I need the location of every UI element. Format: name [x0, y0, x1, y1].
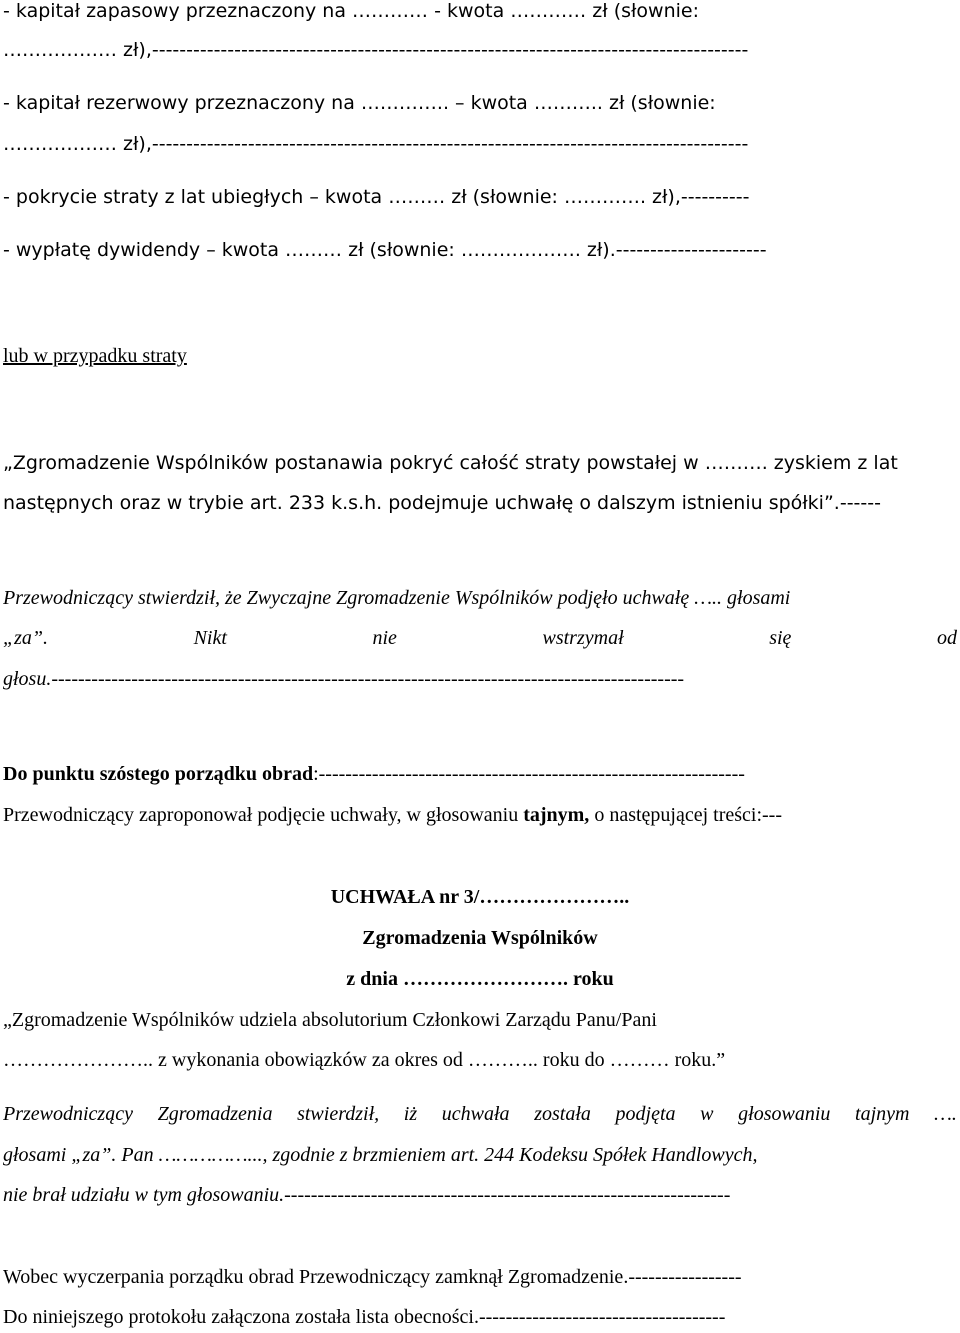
resolution-date: z dnia ……………………. roku — [346, 968, 614, 990]
resolution-loss-line-2: następnych oraz w trybie art. 233 k.s.h. podejmuje uchwałę o dalszym istnieniu spółki”.------ — [3, 492, 881, 514]
secret-vote-label: tajnym, — [523, 804, 590, 826]
reserve-capital-line: - kapitał zapasowy przeznaczony na ………… - kwota ………… zł (słownie: — [3, 0, 700, 22]
vote-word: się — [769, 627, 792, 649]
vote-word: nie — [372, 627, 397, 649]
secret-vote-statement-line-2: głosami „za”. Pan ……………..., zgodnie z brzmieniem art. 244 Kodeksu Spółek Handlowych, — [3, 1144, 758, 1166]
loss-coverage-line: - pokrycie straty z lat ubiegłych – kwota ……… zł (słownie: …………. zł),---------- — [3, 186, 750, 208]
vote-statement-line-3: głosu.----------------------------------------------------------------------------------------------- — [3, 668, 685, 690]
absolutorium-line-1: „Zgromadzenie Wspólników udziela absolutorium Członkowi Zarządu Panu/Pani — [3, 1009, 657, 1031]
vote-word: od — [936, 627, 957, 649]
vote-word: Nikt — [193, 627, 227, 649]
point-six-label: Do punktu szóstego porządku obrad — [3, 763, 314, 785]
vote-statement-line-2 — [3, 625, 957, 651]
vote-word: „za”. — [3, 627, 49, 649]
meeting-closed-line: Wobec wyczerpania porządku obrad Przewodniczący zamknął Zgromadzenie.----------------- — [3, 1266, 742, 1288]
secret-vote-statement-line-1: Przewodniczący Zgromadzenia stwierdził, iż uchwała została podjęta w głosowaniu tajnym …. — [3, 1103, 957, 1125]
secret-vote-statement-line-3: nie brał udziału w tym głosowaniu.------------------------------------------------------------------- — [3, 1184, 731, 1206]
reserve-capital-words-line: ……………… zł),--------------------------------------------------------------------------------------- — [3, 39, 749, 61]
reserve-fund-words-line: ……………… zł),--------------------------------------------------------------------------------------- — [3, 133, 749, 155]
attendance-list-line: Do niniejszego protokołu załączona została lista obecności.------------------------------------- — [3, 1306, 726, 1328]
chairman-proposal-line: Przewodniczący zaproponował podjęcie uchwały, w głosowaniu tajnym, o następującej treści:--- — [3, 804, 782, 826]
loss-case-heading: lub w przypadku straty — [3, 345, 187, 367]
vote-statement-line-1: Przewodniczący stwierdził, że Zwyczajne Zgromadzenie Wspólników podjęło uchwałę ….. głosami — [3, 587, 791, 609]
resolution-subtitle: Zgromadzenia Wspólników — [362, 927, 598, 949]
absolutorium-line-2: ………………….. z wykonania obowiązków za okres od ……….. roku do ……… roku.” — [3, 1049, 726, 1071]
resolution-loss-line-1: „Zgromadzenie Wspólników postanawia pokryć całość straty powstałej w ………. zyskiem z lat — [3, 452, 898, 474]
dividend-line: - wypłatę dywidendy – kwota ……… zł (słownie: ………………. zł).---------------------- — [3, 239, 767, 261]
point-six-heading — [3, 761, 957, 787]
reserve-fund-line: - kapitał rezerwowy przeznaczony na ………….. – kwota ……….. zł (słownie: — [3, 92, 716, 114]
vote-word: wstrzymał — [542, 627, 624, 649]
resolution-title: UCHWAŁA nr 3/………………….. — [330, 886, 630, 908]
point-six-dashes: :---------------------------------------------------------------- — [313, 763, 745, 785]
